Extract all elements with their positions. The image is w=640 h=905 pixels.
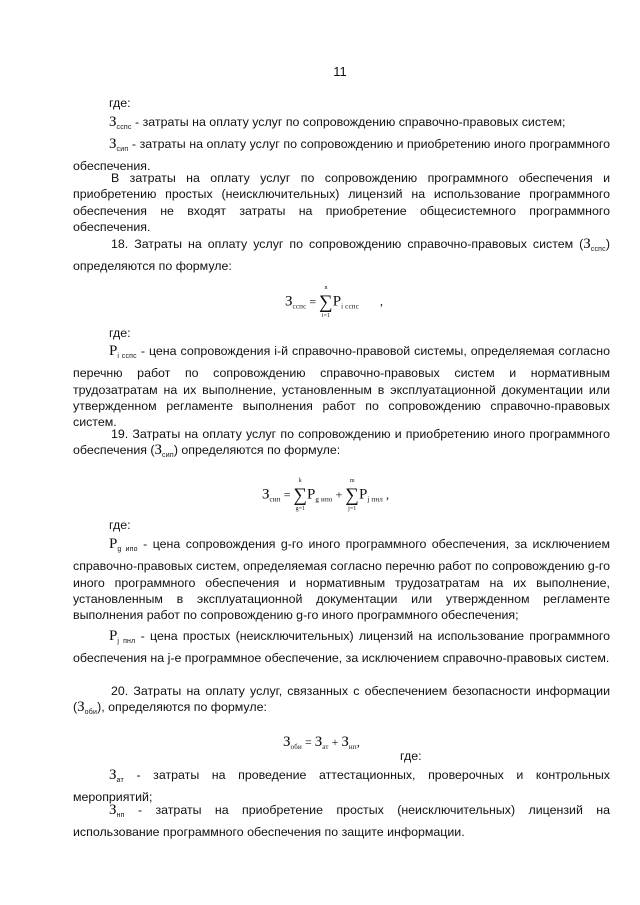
formula-term-symbol: P xyxy=(332,293,342,310)
sum-lower-limit: g=1 xyxy=(295,506,305,512)
symbol-subscript: сспс xyxy=(116,124,132,131)
sigma-icon: ∑ xyxy=(345,485,359,506)
formula-20 xyxy=(283,734,360,751)
definition-z-sspc xyxy=(109,114,610,136)
definition-z-sip xyxy=(73,136,610,175)
formula-term-subscript: i сспс xyxy=(341,302,360,311)
paragraph-exclusion: В затраты на оплату услуг по сопровождению программного обеспечения и приобретению простых (неисключительных) лицензий на использование программного обеспечения не входят затраты на приобретение общесистемного программного обеспечения. xyxy=(73,171,610,234)
symbol-subscript: ат xyxy=(116,777,124,784)
formula-lhs-symbol: З xyxy=(283,734,291,750)
definition-z-at xyxy=(73,767,610,806)
plus-sign: + xyxy=(335,487,343,502)
definition-text: - затраты на приобретение простых (неисключительных) лицензий на использование программного обеспечения по защите информации. xyxy=(73,803,610,840)
equals-sign: = xyxy=(304,735,312,749)
formula-term-symbol: P xyxy=(358,486,368,503)
sum-upper-limit: m xyxy=(349,478,355,484)
definition-text: - затраты на оплату услуг по сопровождению и приобретению иного программного обеспечения. xyxy=(73,137,610,174)
formula-trailing-comma: , xyxy=(380,294,384,309)
paragraph-text: 20. Затраты на оплату услуг, связанных с обеспечением безопасности информации ( xyxy=(73,684,610,715)
formula-trailing-comma: , xyxy=(356,735,360,749)
equals-sign: = xyxy=(309,294,317,309)
formula-term-subscript: g ипо xyxy=(315,495,333,504)
symbol: З xyxy=(154,442,163,459)
symbol-subscript: j пнл xyxy=(117,638,136,645)
paragraph-tail: ) определяются по формуле: xyxy=(173,443,341,458)
symbol: З xyxy=(109,802,117,818)
paragraph-tail: ) определяются по формуле: xyxy=(73,237,610,274)
formula-term-subscript: ат xyxy=(322,743,329,751)
symbol: P xyxy=(109,343,118,359)
formula-term-symbol: З xyxy=(314,734,323,750)
definition-p-ipo xyxy=(73,536,610,623)
sum-upper-limit: n xyxy=(324,285,328,291)
symbol: З xyxy=(109,114,117,130)
sum-operator-1 xyxy=(294,477,308,514)
where-label-4: где: xyxy=(400,749,422,763)
definition-p-sspc xyxy=(73,343,610,430)
formula-lhs-subscript: сспс xyxy=(292,302,307,311)
formula-lhs-subscript: оби xyxy=(290,743,302,751)
formula-term-symbol: P xyxy=(307,486,316,503)
sum-operator xyxy=(319,284,333,321)
page-number: 11 xyxy=(333,64,347,79)
symbol: P xyxy=(109,628,118,644)
equals-sign: = xyxy=(283,487,291,502)
sigma-icon: ∑ xyxy=(319,292,333,313)
paragraph-19 xyxy=(73,426,610,465)
definition-text: - цена сопровождения g-го иного программного обеспечения, за исключением справочно-правовых систем, определяемая согласно перечню работ по сопровождению g-го иного программного обеспечения и нормативным трудозатратам на их выполнение, установленным в эксплуатационной документации или утвержденном регламенте выполнения работ по сопровождению g-го иного программного обеспечения; xyxy=(73,537,610,623)
definition-text: - цена сопровождения i-й справочно-правовой системы, определяемая согласно перечню работ по сопровождению справочно-правовых систем и нормативным трудозатратам на их выполнение, установленным в эксплуатационной документации или утвержденном регламенте выполнения работ по сопровождению справочно-правовых систем. xyxy=(73,344,610,430)
definition-text: - цена простых (неисключительных) лицензий на использование программного обеспечения на j-е программное обеспечение, за исключением справочно-правовых систем. xyxy=(73,629,610,666)
formula-term-subscript: нп xyxy=(348,743,357,751)
symbol: З xyxy=(109,136,117,152)
formula-lhs-subscript: сип xyxy=(269,495,281,504)
symbol-subscript: сип xyxy=(162,452,174,460)
formula-18 xyxy=(285,284,383,321)
symbol: З xyxy=(109,767,117,783)
symbol-subscript: сип xyxy=(116,146,129,153)
paragraph-20 xyxy=(73,683,610,722)
symbol-subscript: i сспс xyxy=(117,353,137,360)
paragraph-text: 19. Затраты на оплату услуг по сопровождению и приобретению иного программного обеспечения ( xyxy=(73,427,610,458)
symbol: З xyxy=(77,699,85,716)
sum-operator-2 xyxy=(345,477,359,514)
sigma-icon: ∑ xyxy=(293,485,308,506)
where-label-2: где: xyxy=(109,326,131,340)
definition-z-np xyxy=(73,802,610,841)
paragraph-tail: ), определяются по формуле: xyxy=(97,700,267,715)
paragraph-text: 18. Затраты на оплату услуг по сопровождению справочно-правовых систем ( xyxy=(111,237,584,251)
formula-term-symbol: З xyxy=(341,734,349,750)
paragraph-18 xyxy=(73,236,610,275)
sum-lower-limit: j=1 xyxy=(348,506,357,512)
definition-text: - затраты на оплату услуг по сопровождению справочно-правовых систем; xyxy=(131,115,566,129)
symbol: P xyxy=(109,536,118,552)
sum-lower-limit: i=1 xyxy=(321,313,330,319)
definition-p-pnl xyxy=(73,628,610,667)
symbol: З xyxy=(583,236,591,252)
formula-term-subscript: j пнл xyxy=(367,495,383,504)
where-label-1: где: xyxy=(109,96,131,110)
symbol-subscript: оби xyxy=(84,709,98,717)
definition-text: - затраты на проведение аттестационных, проверочных и контрольных мероприятий; xyxy=(73,768,610,805)
formula-lhs-symbol: З xyxy=(262,486,270,503)
symbol-subscript: g ипо xyxy=(117,546,138,553)
sum-upper-limit: k xyxy=(298,478,302,484)
plus-sign: + xyxy=(331,735,339,749)
formula-lhs-symbol: З xyxy=(285,293,293,310)
formula-trailing-comma: , xyxy=(386,487,389,502)
formula-19 xyxy=(262,477,389,514)
symbol-subscript: сспс xyxy=(590,246,606,253)
where-label-3: где: xyxy=(109,518,131,532)
symbol-subscript: нп xyxy=(116,812,125,819)
